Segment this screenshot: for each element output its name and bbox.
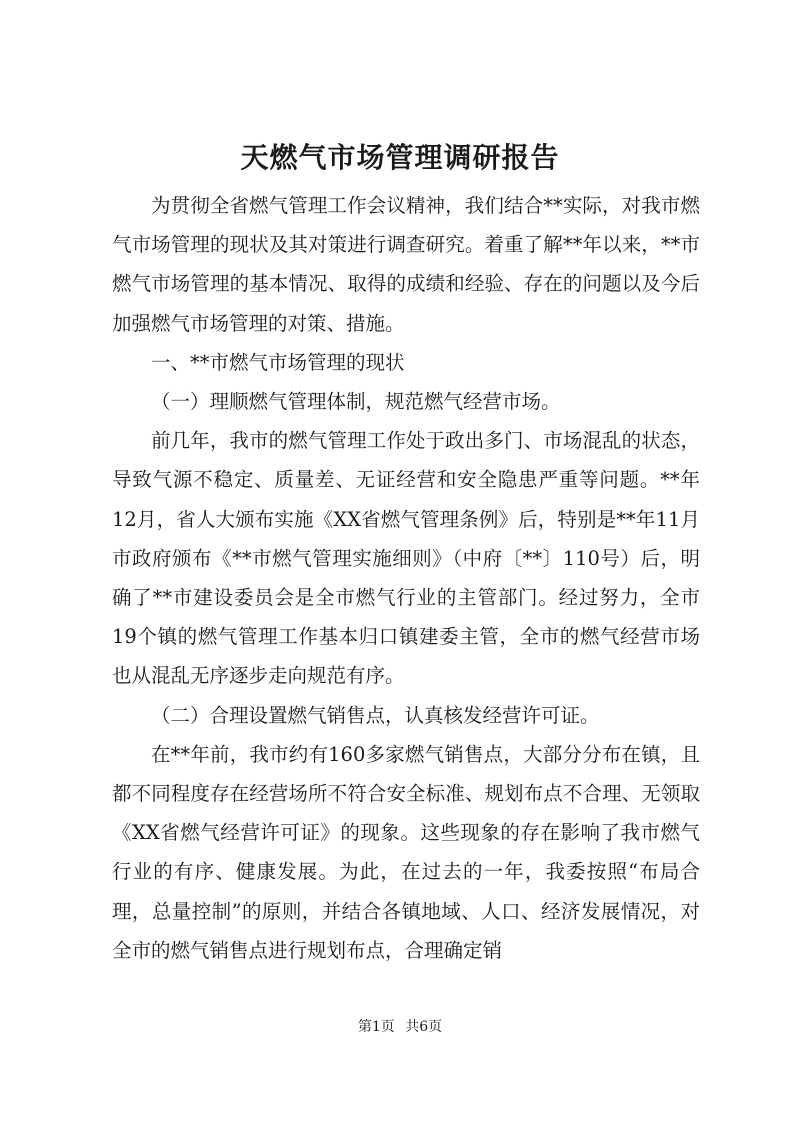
document-title: 天燃气市场管理调研报告 — [240, 141, 560, 174]
document-body — [112, 186, 700, 970]
section-heading-1: 一、**市燃气市场管理的现状 — [151, 350, 405, 374]
paragraph-sales-points: 在**年前，我市约有160多家燃气销售点，大部分分布在镇，且都不同程度存在经营场所不符合安全标准、规划布点不合理、无领取《XX省燃气经营许可证》的现象。这些现象的存在影响了我市燃气行业的有序、健康发展。为此，在过去的一年，我委按照“布局合理，总量控制”的原则，并结合各镇地域、人口、经济发展情况，对全市的燃气销售点进行规划布点，合理确定销 — [112, 742, 700, 962]
paragraph-management-system: 前几年，我市的燃气管理工作处于政出多门、市场混乱的状态，导致气源不稳定、质量差、无证经营和安全隐患严重等问题。**年12月，省人大颁布实施《XX省燃气管理条例》后，特别是**年11月市政府颁布《**市燃气管理实施细则》（中府〔**〕110号）后，明确了**市建设委员会是全市燃气行业的主管部门。经过努力，全市19个镇的燃气管理工作基本归口镇建委主管，全市的燃气经营市场也从混乱无序逐步走向规范有序。 — [112, 429, 700, 688]
page-total: 共6页 — [405, 1019, 443, 1035]
paragraph-intro: 为贯彻全省燃气管理工作会议精神，我们结合**实际，对我市燃气市场管理的现状及其对策进行调查研究。着重了解**年以来，**市燃气市场管理的基本情况、取得的成绩和经验、存在的问题以及今后加强燃气市场管理的对策、措施。 — [112, 194, 700, 335]
page-footer — [0, 1017, 800, 1037]
page-number: 第1页 — [357, 1019, 395, 1035]
subsection-heading-2: （二）合理设置燃气销售点，认真核发经营许可证。 — [151, 703, 600, 727]
subsection-heading-1: （一）理顺燃气管理体制，规范燃气经营市场。 — [151, 390, 561, 414]
